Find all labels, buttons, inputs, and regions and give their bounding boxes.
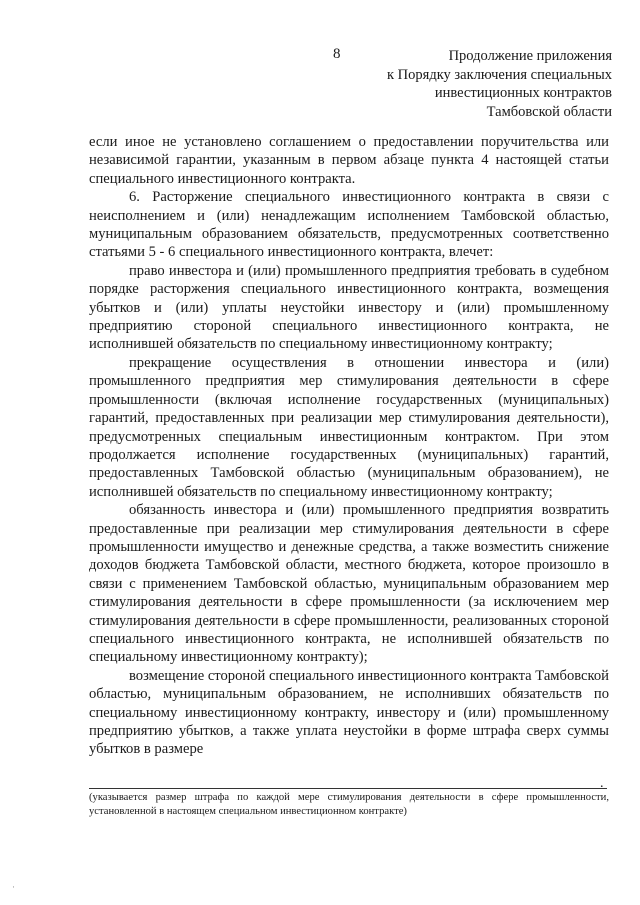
header-line: инвестиционных контрактов <box>434 85 612 101</box>
paragraph-return-obligation: обязанность инвестора и (или) промышленного предприятия возвратить предоставленные при реализации мер стимулирования деятельности в сфере промышленности имущество и денежные средства, а также возместить снижение доходов бюджета Тамбовской области, местного бюджета, которое произошло в связи с применением Тамбовской областью, муниципальным образованием мер стимулирования деятельности в сфере промышленности (за исключением мер стимулирования деятельности в сфере промышленности, реализованных стороной специального инвестиционного контракта, не исполнившей обязательств по специальному инвестиционному контракту); <box>89 502 609 666</box>
header-line: Продолжение приложения <box>448 48 612 64</box>
paragraph-investor-right: право инвестора и (или) промышленного предприятия требовать в судебном порядке расторжения специального инвестиционного контракта, возмещения убытков и (или) уплаты неустойки инвестору и (или) промышленному предприятию стороной специального инвестиционного контракта, не исполнившей обязательств по специальному инвестиционному контракту; <box>89 262 609 353</box>
document-body <box>89 133 609 759</box>
margin-dot: · <box>12 882 15 892</box>
header-line: к Порядку заключения специальных <box>387 66 612 83</box>
page-number: 8 <box>333 46 341 62</box>
paragraph-continuation: если иное не установлено соглашением о предоставлении поручительства или независимой гарантии, указанным в первом абзаце пункта 4 настоящей статьи специального инвестиционного контракта. <box>89 134 609 187</box>
appendix-header <box>370 47 612 121</box>
fill-in-line <box>89 788 607 789</box>
paragraph-compensation: возмещение стороной специального инвестиционного контракта Тамбовской областью, муниципальным образованием, не исполнивших обязательств по специальному инвестиционному контракту, инвестору и (или) промышленному предприятию убытков, а также уплата неустойки в форме штрафа сверх суммы убытков в размере <box>89 667 609 758</box>
paragraph-termination-measures: прекращение осуществления в отношении инвестора и (или) промышленного предприятия мер стимулирования деятельности в сфере промышленности (включая исполнение государственных (муниципальных) гарантий, предоставленных при реализации мер стимулирования деятельности), предусмотренных специальным инвестиционным контрактом. При этом продолжается исполнение государственных (муниципальных) гарантий, предоставленных Тамбовской областью (муниципальным образованием), не исполнившей обязательств по специальному инвестиционному контракту; <box>89 354 609 500</box>
fill-in-end-mark: . <box>600 776 604 791</box>
footnote: (указывается размер штрафа по каждой мере стимулирования деятельности в сфере промышленности, установленной в настоящем специальном инвестиционном контракте) <box>89 792 609 817</box>
paragraph-section-6: 6. Расторжение специального инвестиционного контракта в связи с неисполнением и (или) ненадлежащим исполнением Тамбовской областью, муниципальным образованием обязательств, предусмотренных соответственно статьями 5 - 6 специального инвестиционного контракта, влечет: <box>89 189 609 261</box>
header-line: Тамбовской области <box>486 103 612 120</box>
